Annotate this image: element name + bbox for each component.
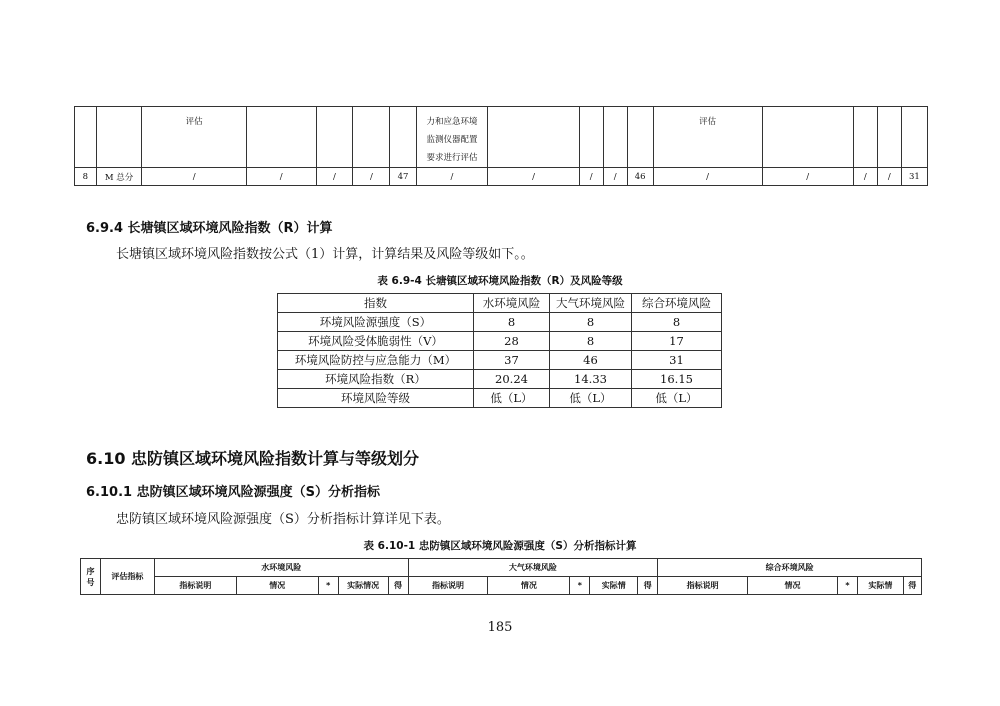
table-row: [75, 168, 928, 186]
table-header-cell: 情况: [748, 577, 838, 595]
table-header-cell: *: [570, 577, 590, 595]
risk-index-table: [277, 293, 722, 408]
table-caption-6-10-1: 表 6.10-1 忠防镇区域环境风险源强度（S）分析指标计算: [363, 540, 637, 552]
table-cell: 低（L）: [550, 389, 632, 408]
table-cell: 46: [627, 168, 653, 186]
table-cell: 8: [550, 313, 632, 332]
table-row: [278, 332, 722, 351]
table-cell: 环境风险受体脆弱性（V）: [278, 332, 474, 351]
table-header-cell: 大气环境风险: [550, 294, 632, 313]
table-header-cell: 实际情: [857, 577, 903, 595]
table-cell: 评估: [699, 117, 717, 127]
table-header-cell: 指标说明: [154, 577, 236, 595]
table-cell: /: [579, 168, 603, 186]
table-cell: 8: [550, 332, 632, 351]
seq-header-cell: 序 号: [81, 559, 101, 595]
table-header-cell: *: [318, 577, 338, 595]
table-header-cell: 得: [638, 577, 658, 595]
table-row: [75, 107, 928, 168]
table-header-cell: 综合环境风险: [632, 294, 722, 313]
table-cell: M 总分: [96, 168, 142, 186]
table-cell: 低（L）: [474, 389, 550, 408]
table-header-cell: 情况: [488, 577, 570, 595]
section-paragraph-6-10-1: 忠防镇区域环境风险源强度（S）分析指标计算详见下表。: [116, 512, 450, 527]
table-header-row: [278, 294, 722, 313]
source-strength-table: [80, 558, 922, 595]
table-cell: 8: [632, 313, 722, 332]
table-cell: /: [488, 168, 579, 186]
table-cell: 47: [390, 168, 416, 186]
table-cell: 37: [474, 351, 550, 370]
table-row: [278, 389, 722, 408]
top-continuation-table: [74, 106, 928, 186]
table-cell: /: [853, 168, 877, 186]
multiline-cell: 力和应急环境 监测仪器配置 要求进行评估: [426, 117, 478, 163]
table-header-cell: 实际情况: [338, 577, 388, 595]
table-cell: 28: [474, 332, 550, 351]
table-cell: 8: [75, 168, 97, 186]
table-cell: 46: [550, 351, 632, 370]
table-subheader-row: [81, 577, 922, 595]
table-cell: /: [653, 168, 762, 186]
table-row: [278, 370, 722, 389]
table-cell: 31: [901, 168, 927, 186]
table-header-cell: 情况: [236, 577, 318, 595]
section-heading-6-9-4: 6.9.4 长塘镇区域环境风险指数（R）计算: [86, 221, 333, 236]
table-header-cell: 得: [903, 577, 921, 595]
table-cell: 17: [632, 332, 722, 351]
table-caption-6-9-4: 表 6.9-4 长塘镇区域环境风险指数（R）及风险等级: [377, 275, 623, 287]
section-heading-6-10-1: 6.10.1 忠防镇区域环境风险源强度（S）分析指标: [86, 485, 380, 500]
table-header-cell: 指标说明: [658, 577, 748, 595]
group-header-water: 水环境风险: [154, 559, 408, 577]
table-row: [278, 351, 722, 370]
table-cell: 环境风险源强度（S）: [278, 313, 474, 332]
table-header-cell: *: [837, 577, 857, 595]
group-header-combined: 综合环境风险: [658, 559, 922, 577]
table-cell: /: [877, 168, 901, 186]
table-header-row: [81, 559, 922, 577]
table-header-cell: 实际情: [590, 577, 638, 595]
table-cell: 16.15: [632, 370, 722, 389]
group-header-air: 大气环境风险: [408, 559, 658, 577]
section-heading-6-10: 6.10 忠防镇区域环境风险指数计算与等级划分: [86, 449, 420, 468]
table-cell: 20.24: [474, 370, 550, 389]
table-cell: /: [316, 168, 353, 186]
table-cell: 8: [474, 313, 550, 332]
table-cell: /: [353, 168, 390, 186]
table-cell: 环境风险等级: [278, 389, 474, 408]
table-cell: 评估: [185, 117, 203, 127]
table-cell: 低（L）: [632, 389, 722, 408]
table-cell: /: [762, 168, 853, 186]
indicator-header-cell: 评估指标: [100, 559, 154, 595]
table-cell: /: [142, 168, 246, 186]
table-header-cell: 指标说明: [408, 577, 488, 595]
section-paragraph-6-9-4: 长塘镇区域环境风险指数按公式（1）计算，计算结果及风险等级如下。。: [116, 247, 534, 262]
table-header-cell: 水环境风险: [474, 294, 550, 313]
table-cell: 31: [632, 351, 722, 370]
table-cell: 环境风险指数（R）: [278, 370, 474, 389]
table-cell: 14.33: [550, 370, 632, 389]
table-cell: /: [416, 168, 488, 186]
table-cell: /: [246, 168, 316, 186]
table-header-cell: 指数: [278, 294, 474, 313]
page-number: 185: [487, 620, 513, 635]
table-cell: 环境风险防控与应急能力（M）: [278, 351, 474, 370]
table-header-cell: 得: [388, 577, 408, 595]
table-cell: /: [603, 168, 627, 186]
table-row: [278, 313, 722, 332]
